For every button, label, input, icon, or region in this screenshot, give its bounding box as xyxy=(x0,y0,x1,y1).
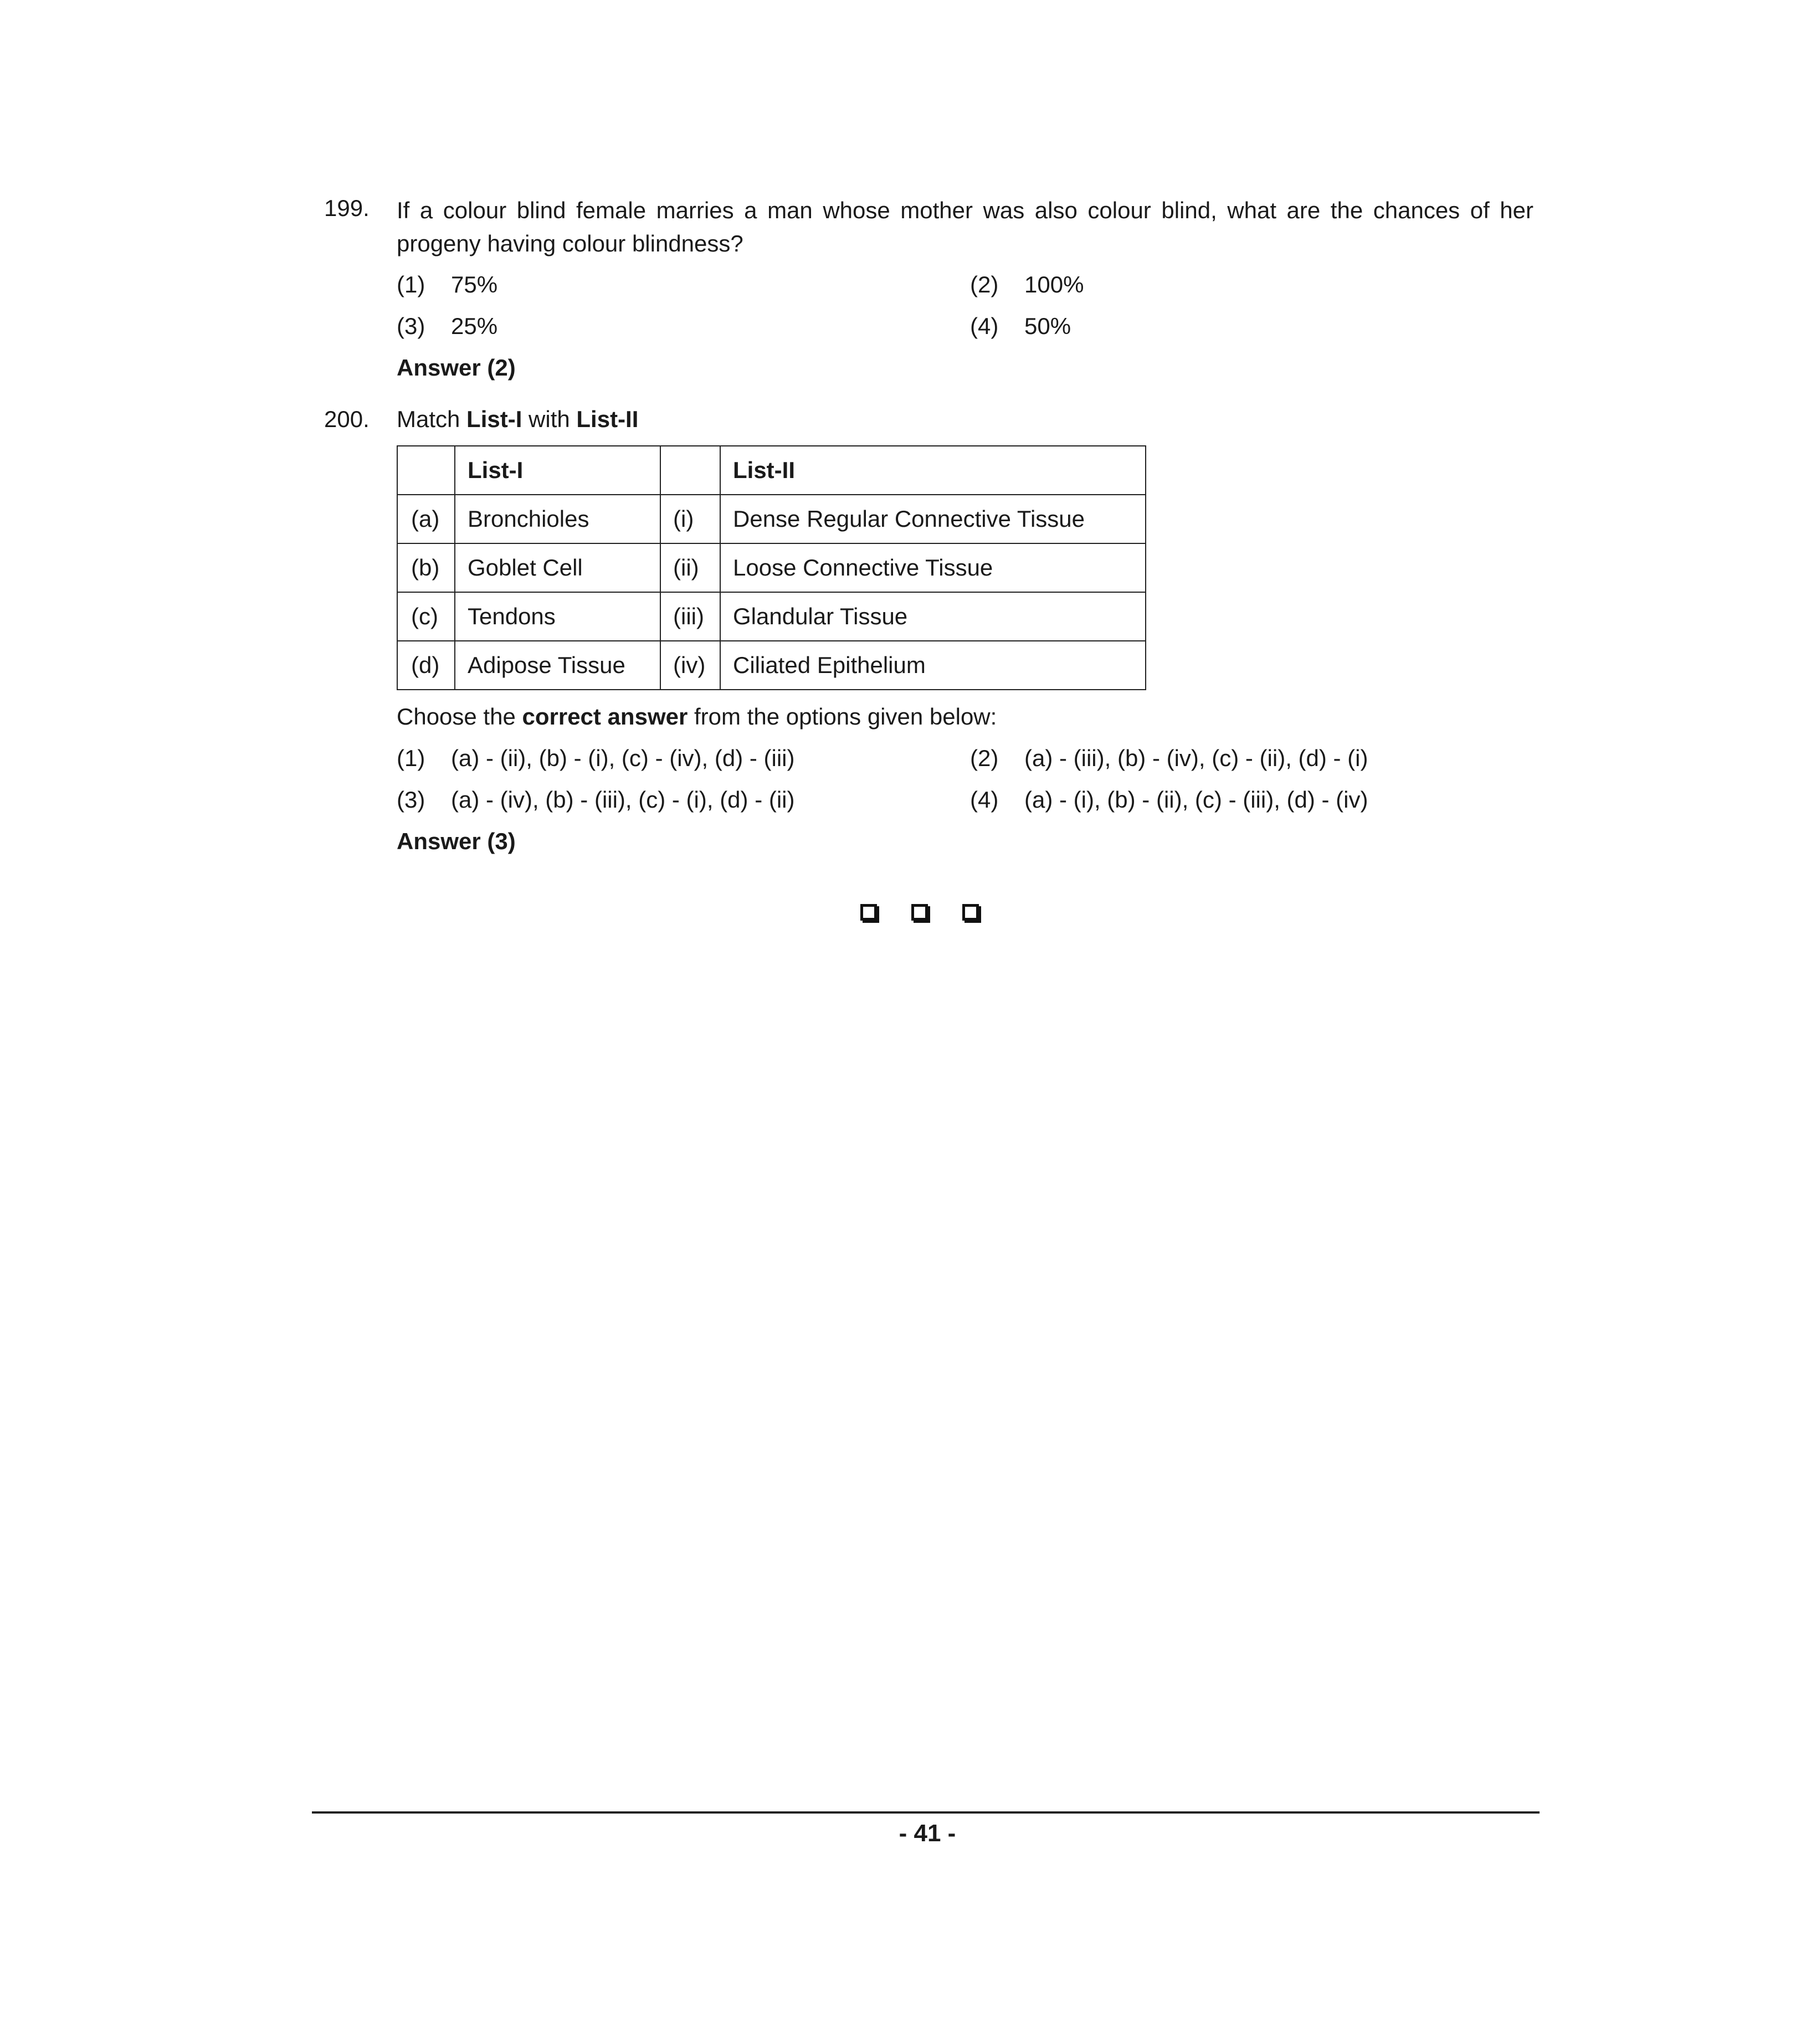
question-text: If a colour blind female marries a man whose mother was also colour blind, what are the chances of her progeny having colour blindness? xyxy=(397,197,1533,256)
table-row xyxy=(397,495,1146,543)
list1-value: Adipose Tissue xyxy=(455,641,660,690)
list2-value: Dense Regular Connective Tissue xyxy=(720,495,1146,543)
list1-key: (d) xyxy=(397,641,455,690)
page-number: - 41 - xyxy=(899,1820,956,1847)
square-bullet-icon xyxy=(860,904,877,921)
answer-label: Answer (3) xyxy=(397,828,516,854)
list2-value: Glandular Tissue xyxy=(720,592,1146,641)
option-number: (1) xyxy=(397,745,425,771)
list2-key: (i) xyxy=(660,495,720,543)
option-text: 50% xyxy=(1024,313,1071,339)
question-number: 199. xyxy=(324,195,370,221)
choose-prefix: Choose the xyxy=(397,703,522,730)
option-number: (3) xyxy=(397,787,425,813)
option-text: (a) - (i), (b) - (ii), (c) - (iii), (d) - (iv) xyxy=(1024,787,1368,813)
list2-key: (ii) xyxy=(660,543,720,592)
table-row xyxy=(397,592,1146,641)
title-list1: List-I xyxy=(466,406,522,432)
option-3 xyxy=(397,787,794,813)
list1-value: Bronchioles xyxy=(455,495,660,543)
list1-value: Tendons xyxy=(455,592,660,641)
option-4 xyxy=(970,313,1071,340)
option-1 xyxy=(397,271,497,298)
option-3 xyxy=(397,313,497,340)
title-mid: with xyxy=(522,406,577,432)
match-table xyxy=(397,445,1146,690)
option-4 xyxy=(970,787,1368,813)
table-cell xyxy=(397,446,455,495)
list1-key: (a) xyxy=(397,495,455,543)
option-number: (4) xyxy=(970,787,999,813)
table-header-row xyxy=(397,446,1146,495)
option-number: (4) xyxy=(970,313,999,339)
option-text: 100% xyxy=(1024,271,1084,297)
option-text: 75% xyxy=(451,271,498,297)
option-1 xyxy=(397,745,794,772)
table-row xyxy=(397,543,1146,592)
question-number: 200. xyxy=(324,406,370,432)
option-number: (2) xyxy=(970,745,999,771)
list1-header: List-I xyxy=(455,446,660,495)
option-2 xyxy=(970,745,1368,772)
option-text: 25% xyxy=(451,313,498,339)
list2-value: Ciliated Epithelium xyxy=(720,641,1146,690)
title-list2: List-II xyxy=(576,406,639,432)
choose-bold: correct answer xyxy=(522,703,688,730)
option-number: (3) xyxy=(397,313,425,339)
square-bullet-icon xyxy=(911,904,928,921)
option-number: (2) xyxy=(970,271,999,297)
table-cell xyxy=(660,446,720,495)
option-2 xyxy=(970,271,1084,298)
answer-label: Answer (2) xyxy=(397,355,516,381)
table-row xyxy=(397,641,1146,690)
option-text: (a) - (iii), (b) - (iv), (c) - (ii), (d) - (i) xyxy=(1024,745,1368,771)
title-prefix: Match xyxy=(397,406,467,432)
square-bullet-icon xyxy=(962,904,979,921)
option-number: (1) xyxy=(397,271,425,297)
list1-key: (c) xyxy=(397,592,455,641)
choose-suffix: from the options given below: xyxy=(688,703,997,730)
option-text: (a) - (iv), (b) - (iii), (c) - (i), (d) - (ii) xyxy=(451,787,795,813)
option-text: (a) - (ii), (b) - (i), (c) - (iv), (d) - (iii) xyxy=(451,745,795,771)
footer-divider xyxy=(312,1811,1540,1814)
list2-value: Loose Connective Tissue xyxy=(720,543,1146,592)
list1-value: Goblet Cell xyxy=(455,543,660,592)
list1-key: (b) xyxy=(397,543,455,592)
list2-key: (iii) xyxy=(660,592,720,641)
end-marks xyxy=(860,904,979,921)
list2-key: (iv) xyxy=(660,641,720,690)
list2-header: List-II xyxy=(720,446,1146,495)
choose-instruction xyxy=(397,703,997,730)
question-text xyxy=(397,406,638,433)
